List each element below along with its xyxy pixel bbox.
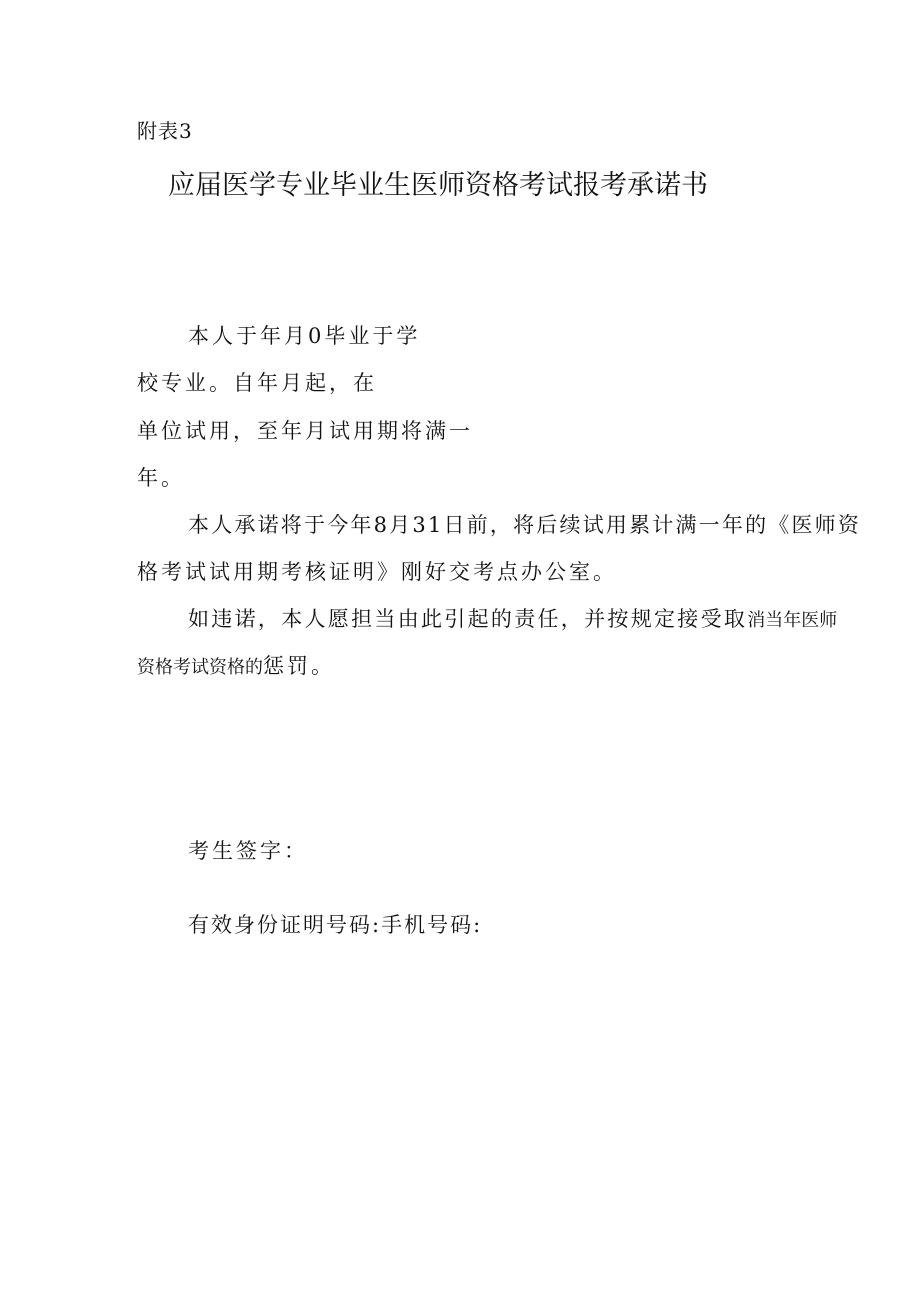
- paragraph1-line1: 本人于年月0毕业于学: [188, 324, 421, 348]
- appendix-label: 附表3: [137, 119, 193, 143]
- paragraph1-line4: 年。: [137, 466, 185, 490]
- document-title: 应届医学专业毕业生医师资格考试报考承诺书: [168, 170, 708, 201]
- paragraph3-line1-sans: 消当年医师: [747, 610, 838, 631]
- paragraph3-line1: [188, 606, 837, 634]
- paragraph3-line2-serif: 惩罚。: [263, 654, 335, 678]
- paragraph2-line2: 格考试试用期考核证明》刚好交考点办公室。: [137, 560, 617, 584]
- paragraph3-line2: [137, 653, 335, 681]
- paragraph3-line1-serif: 如违诺，本人愿担当由此引起的责任，并按规定接受取: [188, 607, 748, 631]
- id-phone-line: 有效身份证明号码:手机号码:: [188, 913, 483, 937]
- paragraph1-line2: 校专业。自年月起，在: [137, 371, 377, 395]
- paragraph2-line1: 本人承诺将于今年8月31日前，将后续试用累计满一年的《医师资: [188, 513, 862, 537]
- paragraph3-line2-sans: 资格考试资格的: [137, 657, 263, 678]
- signature-label: 考生签字：: [188, 839, 308, 863]
- paragraph1-line3: 单位试用，至年月试用期将满一: [137, 419, 473, 443]
